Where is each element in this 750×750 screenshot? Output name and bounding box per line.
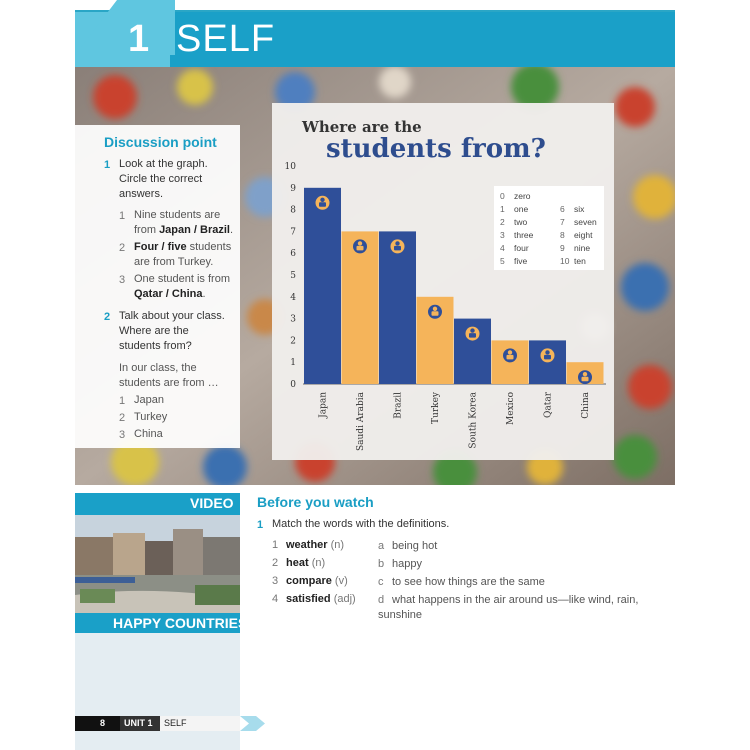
definition-item [378, 539, 643, 554]
category-label: China [581, 392, 591, 419]
definition-item [378, 575, 643, 590]
definition-text: being hot [392, 540, 438, 552]
chart-title-line1: Where are the [302, 118, 422, 136]
legend-number: 5 [500, 256, 505, 266]
definition-text: what happens in the air around us—like wind, rain, sunshine [378, 594, 639, 621]
student-icon-head [320, 198, 324, 202]
legend-word: seven [574, 217, 597, 227]
item-text: Nine students are from Japan / Brazil. [134, 209, 234, 236]
item-text: Turkey [134, 411, 168, 423]
word-pos: (adj) [333, 593, 356, 605]
legend-word: one [514, 204, 529, 214]
legend-word: zero [514, 191, 531, 201]
word: satisfied [286, 593, 331, 605]
definition-letter: b [378, 558, 385, 570]
word-item [272, 539, 344, 551]
word: heat [286, 557, 309, 569]
word: weather [286, 539, 328, 551]
discussion-title: Discussion point [104, 134, 217, 150]
y-tick-label: 9 [290, 183, 296, 194]
legend-number: 9 [560, 243, 565, 253]
legend-number: 0 [500, 191, 505, 201]
legend-word: three [514, 230, 534, 240]
word: compare [286, 575, 332, 587]
student-icon-body [582, 377, 589, 382]
item-text: China [134, 428, 163, 440]
chart-title-line2: students from? [326, 134, 546, 164]
definition-text: to see how things are the same [392, 576, 545, 588]
word-number: 2 [272, 557, 279, 569]
instruction-number: 1 [257, 519, 264, 531]
video-label: VIDEO [190, 495, 234, 511]
category-label: Qatar [543, 392, 554, 419]
legend-entry [560, 204, 597, 217]
category-label: Mexico [506, 392, 516, 425]
student-icon-head [508, 350, 512, 354]
y-tick-label: 1 [290, 358, 296, 369]
item-number: 1 [119, 395, 126, 407]
video-title[interactable]: HAPPY COUNTRIES [113, 615, 248, 631]
legend-word: ten [574, 256, 586, 266]
y-tick-label: 4 [290, 292, 296, 303]
student-icon-body [357, 246, 364, 251]
legend-entry [560, 256, 597, 269]
legend-column [500, 191, 533, 269]
definition-letter: d [378, 594, 385, 606]
legend-number: 1 [500, 204, 505, 214]
item-text: Japan [134, 394, 164, 406]
footer-unit: UNIT 1 [124, 718, 153, 728]
legend-entry [500, 230, 533, 243]
student-icon-head [395, 241, 399, 245]
unit-number: 1 [128, 18, 150, 60]
student-icon-head [545, 350, 549, 354]
page-number: 8 [100, 718, 106, 728]
definition-item [378, 593, 643, 623]
student-icon-body [507, 355, 514, 360]
legend-entry [500, 256, 533, 269]
legend-number: 4 [500, 243, 505, 253]
legend-entry [560, 217, 597, 230]
legend-word: four [514, 243, 529, 253]
student-icon-body [394, 246, 401, 251]
before-you-watch-title: Before you watch [257, 494, 374, 510]
legend-column [560, 204, 597, 269]
category-label: Japan [318, 392, 329, 418]
item-number: 3 [119, 274, 126, 286]
word-item [272, 557, 325, 569]
word-item [272, 593, 356, 605]
video-thumbnail[interactable] [75, 515, 240, 613]
question-number: 2 [104, 311, 111, 323]
word-number: 1 [272, 539, 279, 551]
y-tick-label: 6 [290, 249, 296, 260]
bar [304, 188, 341, 384]
left-gutter [75, 633, 240, 750]
question-text: Look at the graph. Circle the correct answers. [119, 158, 208, 200]
legend-entry [560, 230, 597, 243]
category-label: Turkey [431, 392, 441, 424]
item-number: 1 [119, 210, 126, 222]
y-tick-label: 3 [290, 314, 296, 325]
category-label: Saudi Arabia [356, 392, 366, 452]
word-pos: (n) [330, 539, 345, 551]
legend-word: six [574, 204, 585, 214]
word-number: 3 [272, 575, 279, 587]
definition-letter: a [378, 540, 385, 552]
legend-number: 10 [560, 256, 570, 266]
legend-number: 6 [560, 204, 565, 214]
legend-word: two [514, 217, 528, 227]
legend-entry [560, 243, 597, 256]
word-number: 4 [272, 593, 279, 605]
page-number-box [75, 716, 120, 731]
question-text: Talk about your class. Where are the students from? [119, 310, 225, 352]
y-tick-label: 7 [290, 227, 296, 238]
legend-number: 7 [560, 217, 565, 227]
legend-entry [500, 191, 533, 204]
y-tick-label: 0 [290, 380, 296, 390]
bar-chart [272, 103, 614, 460]
category-label: South Korea [468, 392, 479, 449]
student-icon-head [358, 241, 362, 245]
legend-word: five [514, 256, 528, 266]
student-icon-body [469, 333, 476, 338]
footer-arrow-icon [240, 716, 265, 731]
word-item [272, 575, 348, 587]
student-icon-body [432, 311, 439, 316]
legend-number: 2 [500, 217, 505, 227]
item-number: 2 [119, 412, 126, 424]
question-prompt: In our class, the students are from … [119, 362, 219, 389]
y-tick-label: 10 [284, 162, 296, 172]
word-pos: (n) [311, 557, 326, 569]
student-icon-body [544, 355, 551, 360]
student-icon-body [319, 202, 326, 207]
y-tick-label: 2 [290, 336, 296, 347]
legend-entry [500, 217, 533, 230]
item-number: 2 [119, 242, 126, 254]
item-text: Four / five students are from Turkey. [134, 241, 232, 268]
unit-title: SELF [176, 18, 276, 60]
legend-word: nine [574, 243, 591, 253]
student-icon-head [583, 372, 587, 376]
y-tick-label: 8 [290, 205, 296, 216]
bar [342, 231, 379, 384]
student-icon-head [470, 328, 474, 332]
legend-entry [500, 243, 533, 256]
definition-text: happy [392, 558, 422, 570]
bar [379, 231, 416, 384]
category-label: Brazil [393, 392, 404, 419]
student-icon-head [433, 307, 437, 311]
footer-section: SELF [164, 718, 187, 728]
item-text: One student is from Qatar / China. [134, 273, 230, 300]
instruction-text: Match the words with the definitions. [272, 518, 450, 530]
word-pos: (v) [334, 575, 348, 587]
y-tick-label: 5 [290, 271, 296, 281]
legend-word: eight [574, 230, 593, 240]
question-number: 1 [104, 159, 111, 171]
item-number: 3 [119, 429, 126, 441]
definition-letter: c [378, 576, 384, 588]
definition-item [378, 557, 643, 572]
legend-number: 8 [560, 230, 565, 240]
legend-number: 3 [500, 230, 505, 240]
legend-entry [500, 204, 533, 217]
